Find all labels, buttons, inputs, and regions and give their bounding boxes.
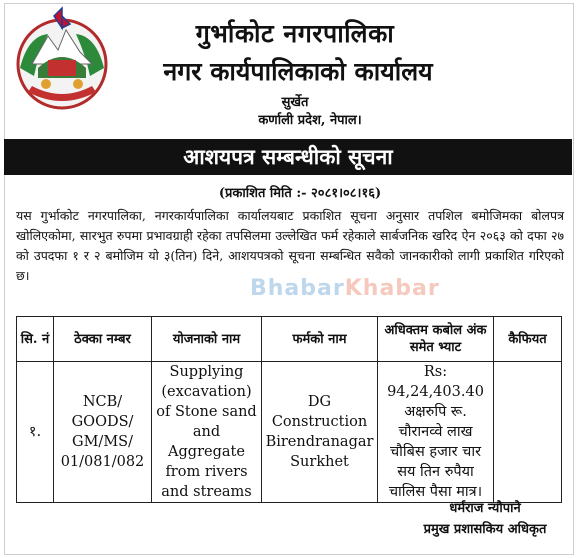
published-date: (प्रकाशित मिति :- २०८१।०८।१६) <box>218 186 382 201</box>
cell-remarks <box>494 362 562 503</box>
cell-contract-no: NCB/ GOODS/ GM/MS/ 01/081/082 <box>54 362 152 503</box>
notice-title: आशयपत्र सम्बन्धीको सूचना <box>4 139 572 175</box>
notice-body: यस गुर्भाकोट नगरपालिका, नगरकार्यपालिका कार्यालयबाट प्रकाशित सूचना अनुसार तपशिल बमोजिमका बोलपत्र खोलिएकोमा, सारभुत रुपमा प्रभावग्राही रहेका तपसिलमा उल्लेखित फर्म रहेकाले सार्बजनिक खरिद ऐन २०६३ को दफा २७ को उपदफा १ र २ बमोजिम यो ३(तिन) दिने, आशयपत्रको सूचना सम्बन्धित सवैको जानकारीको लागी प्रकाशित गरिएको छ। <box>16 208 564 283</box>
header-project: योजनाको नाम <box>152 317 262 362</box>
province-name: कर्णाली प्रदेश, नेपाल। <box>258 113 362 128</box>
office-name: नगर कार्यपालिकाको कार्यालय <box>163 57 433 86</box>
cell-sn: १. <box>17 362 54 503</box>
header-amount: अधिक्तम कबोल अंक समेत भ्याट <box>378 317 494 362</box>
watermark-part2: Khabar <box>344 276 440 301</box>
header-remarks: कैफियत <box>494 317 562 362</box>
tender-table <box>16 316 562 503</box>
table-header-row <box>17 317 562 362</box>
header-sn: सि. नं <box>17 317 54 362</box>
watermark-part1: Bhabar <box>250 276 345 301</box>
table-row <box>17 362 562 503</box>
cell-amount: Rs: 94,24,403.40 अक्षरुपि रू. चौरानव्वे लाख चौबिस हजार चार सय तिन रुपैया चालिस पैसा मात्र। <box>378 362 494 503</box>
cell-firm: DG Construction Birendranagar Surkhet <box>262 362 378 503</box>
nepal-emblem-icon <box>8 6 116 114</box>
header-contract-no: ठेक्का नम्बर <box>54 317 152 362</box>
watermark-logo <box>250 276 440 301</box>
cell-project: Supplying (excavation) of Stone sand and Aggregate from rivers and streams <box>152 362 262 503</box>
signatory-designation: प्रमुख प्रशासकिय अधिकृत <box>423 522 547 537</box>
district-name: सुर्खेत <box>281 95 309 110</box>
header-firm: फर्मको नाम <box>262 317 378 362</box>
signatory-name: धर्मराज न्यौपाने <box>449 501 521 516</box>
municipality-name: गुर्भाकोट नगरपालिका <box>195 19 395 48</box>
